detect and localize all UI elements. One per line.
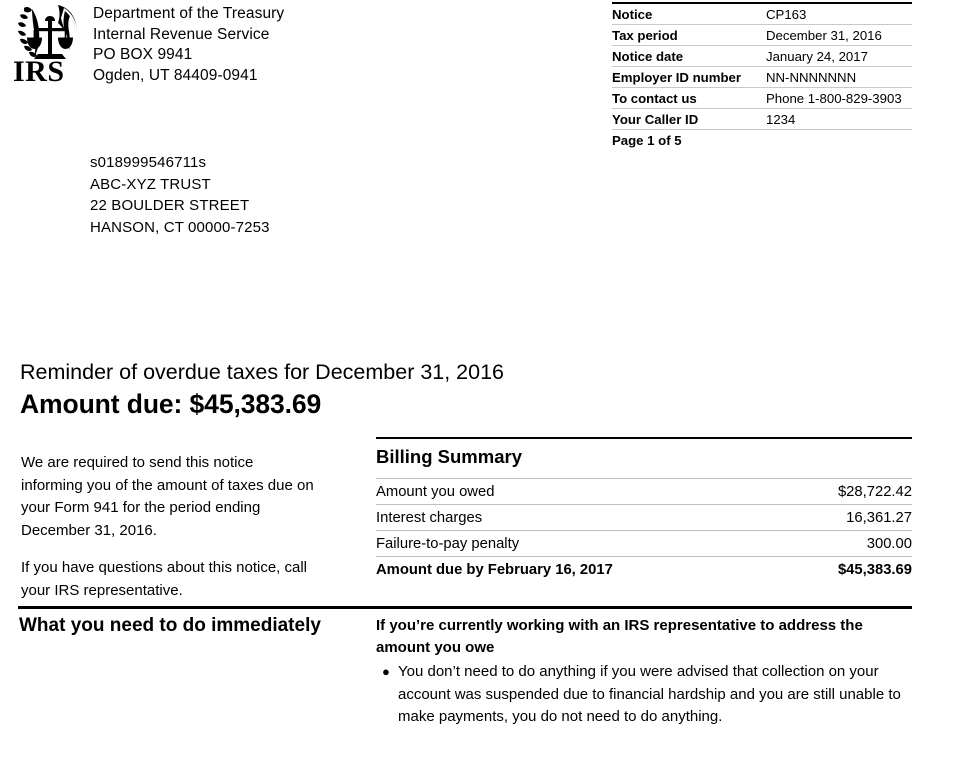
table-row [612, 88, 912, 109]
section-divider-rule [18, 606, 912, 609]
irs-logo [12, 2, 88, 84]
list-item-text: You don’t need to do anything if you were advised that collection on your account was suspended due to financial hardship and you are still unable to make payments, you do not need to do anything. [398, 663, 901, 725]
table-row [612, 3, 912, 25]
billing-summary-title: Billing Summary [376, 446, 522, 467]
agency-line: Department of the Treasury [93, 5, 285, 22]
addressee-line: s018999546711s [90, 154, 207, 171]
notice-info-table [612, 2, 912, 150]
list-item [382, 661, 906, 729]
page-indicator-spacer [766, 130, 912, 151]
table-row [612, 109, 912, 130]
table-row-total [376, 557, 912, 583]
billing-summary-top-rule [376, 437, 912, 439]
page-indicator: Page 1 of 5 [612, 132, 682, 148]
notice-value: NN-NNNNNNN [766, 67, 912, 88]
table-row [376, 505, 912, 531]
billing-amount: 300.00 [784, 531, 912, 557]
notice-label: To contact us [612, 88, 766, 109]
addressee-block [90, 152, 270, 238]
agency-line: PO BOX 9941 [93, 46, 193, 63]
reminder-headline: Reminder of overdue taxes for December 31, 2016 [20, 360, 505, 384]
notice-value: January 24, 2017 [766, 46, 912, 67]
notice-label: Notice date [612, 46, 766, 67]
notice-value: CP163 [766, 3, 912, 25]
notice-label: Notice [612, 3, 766, 25]
billing-amount: 16,361.27 [784, 505, 912, 531]
notice-label: Your Caller ID [612, 109, 766, 130]
table-row [612, 67, 912, 88]
narrative-column [21, 452, 316, 602]
billing-label: Interest charges [376, 505, 784, 531]
section-heading: What you need to do immediately [19, 615, 321, 636]
table-row [376, 479, 912, 505]
agency-line: Ogden, UT 84409-0941 [93, 66, 258, 84]
billing-label: Failure-to-pay penalty [376, 531, 784, 557]
addressee-line: 22 BOULDER STREET [90, 197, 250, 214]
billing-label: Amount you owed [376, 479, 784, 505]
billing-summary-table [376, 478, 912, 583]
section-body [376, 615, 906, 729]
table-row [376, 531, 912, 557]
section-bullet-list [376, 661, 906, 729]
narrative-paragraph: We are required to send this notice informing you of the amount of taxes due on your Form 941 for the period ending December 31, 2016. [21, 454, 314, 539]
notice-label: Tax period [612, 25, 766, 46]
table-row [612, 25, 912, 46]
narrative-paragraph: If you have questions about this notice, call your IRS representative. [21, 559, 308, 599]
notice-value: Phone 1-800-829-3903 [766, 88, 912, 109]
billing-amount: $28,722.42 [784, 479, 912, 505]
notice-value: 1234 [766, 109, 912, 130]
table-row [612, 130, 912, 151]
billing-total-amount: $45,383.69 [837, 562, 912, 578]
addressee-line: HANSON, CT 00000-7253 [90, 218, 270, 236]
svg-text:IRS: IRS [13, 55, 65, 84]
notice-value: December 31, 2016 [766, 25, 912, 46]
billing-summary [376, 437, 912, 583]
table-row [612, 46, 912, 67]
billing-total-label: Amount due by February 16, 2017 [376, 562, 613, 578]
addressee-line: ABC-XYZ TRUST [90, 175, 211, 193]
agency-line: Internal Revenue Service [93, 25, 270, 43]
notice-label: Employer ID number [612, 67, 766, 88]
bullet-icon: ● [382, 664, 390, 679]
section-sub-heading: If you’re currently working with an IRS representative to address the amount you owe [376, 617, 863, 656]
amount-due-headline: Amount due: $45,383.69 [20, 389, 322, 419]
agency-address-block [93, 4, 284, 86]
